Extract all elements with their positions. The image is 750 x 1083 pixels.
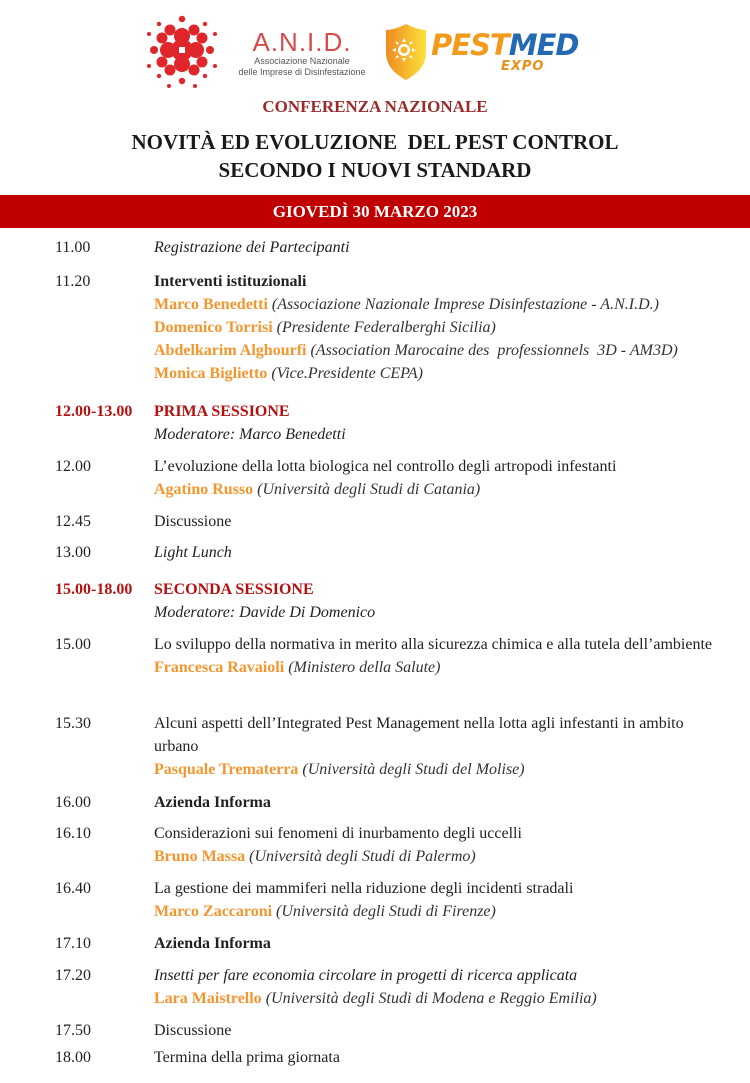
row-time: 18.00 bbox=[55, 1049, 91, 1066]
row-text: La gestione dei mammiferi nella riduzione degli incidenti stradali bbox=[154, 880, 574, 897]
row-time: 17.50 bbox=[55, 1022, 91, 1039]
row-text: L’evoluzione della lotta biologica nel controllo degli artropodi infestanti bbox=[154, 458, 617, 475]
session-time: 15.00-18.00 bbox=[55, 581, 133, 598]
conference-label: CONFERENZA NAZIONALE bbox=[262, 97, 488, 116]
row-body bbox=[154, 270, 744, 385]
pestmed-expo: EXPO bbox=[501, 59, 545, 74]
row-body bbox=[154, 964, 744, 1010]
speaker-name: Francesca Ravaioli bbox=[154, 659, 285, 676]
row-text: Insetti per fare economia circolare in progetti di ricerca applicata bbox=[154, 967, 578, 984]
row-body bbox=[154, 578, 744, 624]
row-time: 16.40 bbox=[55, 880, 91, 897]
speaker-name: Monica Biglietto bbox=[154, 365, 268, 382]
speaker-affiliation: (Università degli Studi di Firenze) bbox=[276, 903, 496, 920]
page-title bbox=[0, 128, 750, 184]
speaker bbox=[154, 900, 744, 923]
pestmed-wordmark bbox=[431, 28, 578, 62]
session-title: PRIMA SESSIONE bbox=[154, 403, 290, 420]
pestmed-word-pest: PEST bbox=[431, 28, 509, 62]
shield-sun-icon bbox=[383, 22, 429, 82]
row-text: Registrazione dei Partecipanti bbox=[154, 239, 350, 256]
row-text: Alcuni aspetti dell’Integrated Pest Management nella lotta agli infestanti in ambito urbano bbox=[154, 715, 684, 755]
anid-logo-icon bbox=[140, 8, 224, 92]
speaker-affiliation: (Università degli Studi di Modena e Reggio Emilia) bbox=[265, 990, 597, 1007]
anid-line2: delle Imprese di Disinfestazione bbox=[238, 67, 366, 77]
row-body bbox=[154, 877, 744, 923]
row-body bbox=[154, 822, 744, 868]
speaker-affiliation: (Vice.Presidente CEPA) bbox=[271, 365, 423, 382]
session-moderator: Moderatore: Davide Di Domenico bbox=[154, 604, 376, 621]
row-time: 17.20 bbox=[55, 967, 91, 984]
row-time: 11.20 bbox=[55, 273, 91, 290]
row-time: 11.00 bbox=[55, 239, 91, 256]
row-text: Azienda Informa bbox=[154, 794, 271, 811]
row-time: 15.30 bbox=[55, 715, 91, 732]
row-text: Discussione bbox=[154, 513, 232, 530]
anid-acronym: A.N.I.D. bbox=[252, 27, 352, 57]
row-time: 16.00 bbox=[55, 794, 91, 811]
row-time: 16.10 bbox=[55, 825, 91, 842]
speaker-name: Lara Maistrello bbox=[154, 990, 262, 1007]
anid-logo-text bbox=[232, 28, 372, 78]
speaker-name: Marco Benedetti bbox=[154, 296, 268, 313]
speaker-affiliation: (Presidente Federalberghi Sicilia) bbox=[276, 319, 496, 336]
speaker-affiliation: (Associazione Nazionale Imprese Disinfestazione - A.N.I.D.) bbox=[271, 296, 659, 313]
speaker bbox=[154, 656, 744, 679]
title-line-2: SECONDO I NUOVI STANDARD bbox=[218, 158, 532, 182]
row-text: Discussione bbox=[154, 1022, 232, 1039]
speaker-name: Abdelkarim Alghourfi bbox=[154, 342, 307, 359]
speaker-affiliation: (Ministero della Salute) bbox=[288, 659, 441, 676]
row-text: Light Lunch bbox=[154, 544, 232, 561]
row-time: 12.45 bbox=[55, 513, 91, 530]
row-body bbox=[154, 633, 744, 679]
row-time: 17.10 bbox=[55, 935, 91, 952]
speaker-name: Bruno Massa bbox=[154, 848, 246, 865]
row-text: Considerazioni sui fenomeni di inurbamento degli uccelli bbox=[154, 825, 522, 842]
session-title: SECONDA SESSIONE bbox=[154, 581, 314, 598]
logos-header bbox=[0, 0, 750, 92]
row-body bbox=[154, 455, 744, 501]
pestmed-word-med: MED bbox=[508, 28, 579, 62]
speaker bbox=[154, 293, 744, 316]
speaker-name: Pasquale Trematerra bbox=[154, 761, 299, 778]
speaker-name: Domenico Torrisi bbox=[154, 319, 273, 336]
row-time: 12.00 bbox=[55, 458, 91, 475]
speaker-affiliation: (Università degli Studi di Palermo) bbox=[249, 848, 476, 865]
speaker bbox=[154, 987, 744, 1010]
row-body bbox=[154, 400, 744, 446]
speaker bbox=[154, 478, 744, 501]
speaker-affiliation: (Association Marocaine des professionnels 3D - AM3D) bbox=[310, 342, 678, 359]
session-time: 12.00-13.00 bbox=[55, 403, 133, 420]
row-text: Termina della prima giornata bbox=[154, 1049, 340, 1066]
speaker-name: Marco Zaccaroni bbox=[154, 903, 273, 920]
row-text: Interventi istituzionali bbox=[154, 273, 307, 290]
speaker bbox=[154, 316, 744, 339]
speaker bbox=[154, 339, 744, 362]
row-time: 15.00 bbox=[55, 636, 91, 653]
speaker-name: Agatino Russo bbox=[154, 481, 254, 498]
row-text: Azienda Informa bbox=[154, 935, 271, 952]
row-body bbox=[154, 712, 744, 781]
title-line-1: NOVITÀ ED EVOLUZIONE DEL PEST CONTROL bbox=[131, 130, 619, 154]
speaker-affiliation: (Università degli Studi del Molise) bbox=[302, 761, 525, 778]
speaker bbox=[154, 758, 744, 781]
anid-line1: Associazione Nazionale bbox=[254, 56, 350, 66]
pestmed-logo bbox=[383, 22, 579, 82]
speaker bbox=[154, 845, 744, 868]
speaker bbox=[154, 362, 744, 385]
session-moderator: Moderatore: Marco Benedetti bbox=[154, 426, 346, 443]
row-text: Lo sviluppo della normativa in merito alla sicurezza chimica e alla tutela dell’ambiente bbox=[154, 636, 712, 653]
date-banner: GIOVEDÌ 30 MARZO 2023 bbox=[0, 195, 750, 228]
speaker-affiliation: (Università degli Studi di Catania) bbox=[257, 481, 481, 498]
row-time: 13.00 bbox=[55, 544, 91, 561]
